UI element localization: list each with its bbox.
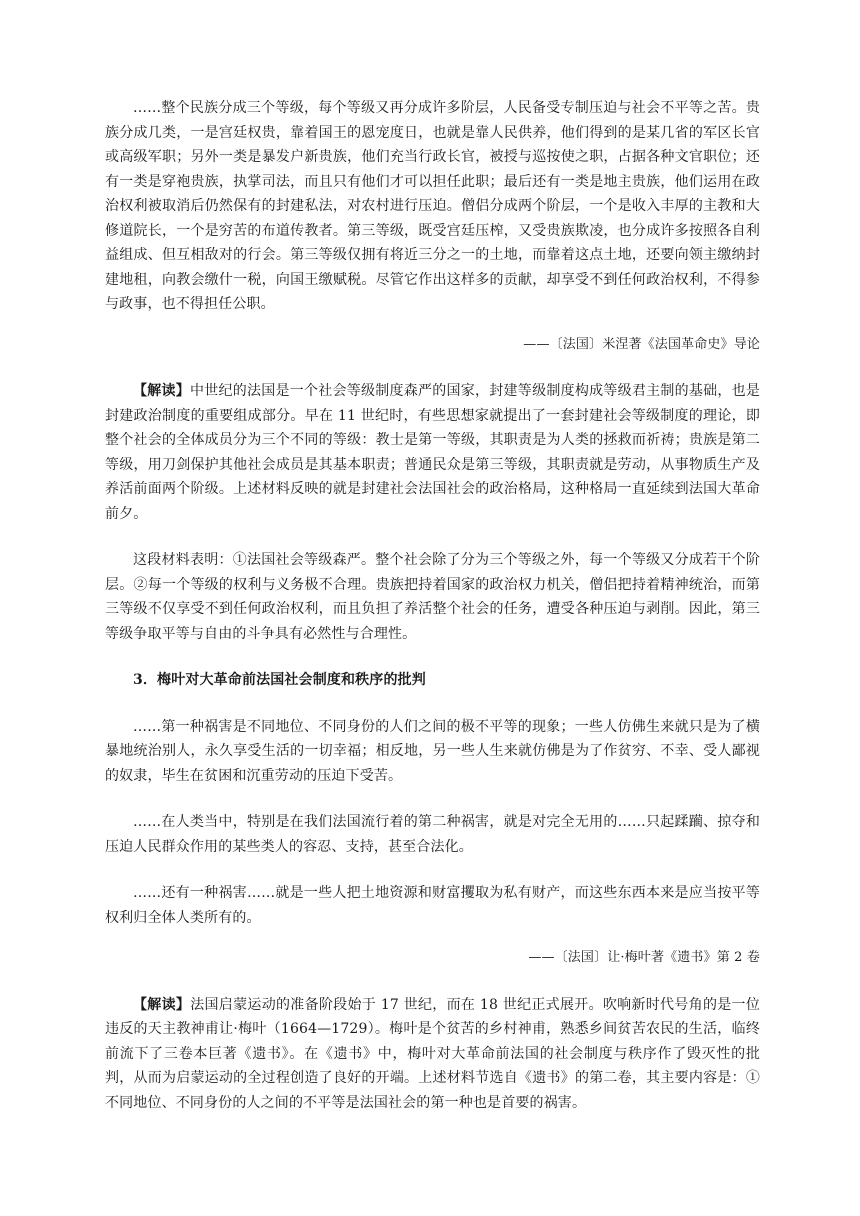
document-page bbox=[105, 96, 760, 1115]
section-heading: 3．梅叶对大革命前法国社会制度和秩序的批判 bbox=[133, 672, 426, 688]
interpretation-text: 中世纪的法国是一个社会等级制度森严的国家，封建等级制度构成等级君主制的基础，也是封建政治制度的重要组成部分。早在 11 世纪时，有些思想家就提出了一套封建社会等级制度的理论，即整个社会的全体成员分为三个不同的等级：教士是第一等级，其职责是为人类的拯救而祈祷；贵族是第二等级，用刀剑保护其他社会成员是其基本职责；普通民众是第三等级，其职责就是劳动，从事物质生产及养活前面两个阶级。上述材料反映的就是封建社会法国社会的政治格局，这种格局一直延续到法国大革命前夕。 bbox=[105, 383, 760, 522]
interpretation-paragraph bbox=[105, 993, 760, 1116]
excerpt-paragraph: ……第一种祸害是不同地位、不同身份的人们之间的极不平等的现象；一些人仿佛生来就只是为了横暴地统治别人，永久享受生活的一切幸福；相反地，另一些人生来就仿佛是为了作贫穷、不幸、受人鄙视的奴隶，毕生在贫困和沉重劳动的压迫下受苦。 bbox=[105, 718, 760, 784]
interpretation-label: 【解读】 bbox=[133, 996, 191, 1013]
excerpt-paragraph: ……整个民族分成三个等级，每个等级又再分成许多阶层，人民备受专制压迫与社会不平等之苦。贵族分成几类，一是宫廷权贵，靠着国王的恩宠度日，也就是靠人民供养，他们得到的是某几省的军区长官或高级军职；另外一类是暴发户新贵族，他们充当行政长官，被授与巡按使之职，占据各种文官职位；还有一类是穿袍贵族，执掌司法，而且只有他们才可以担任此职；最后还有一类是地主贵族，他们运用在政治权利被取消后仍然保有的封建私法，对农村进行压迫。僧侣分成两个阶层，一个是收入丰厚的主教和大修道院长，一个是穷苦的布道传教者。第三等级，既受宫廷压榨，又受贵族欺凌，也分成许多按照各自利益组成、但互相敌对的行会。第三等级仅拥有将近三分之一的土地，而靠着这点土地，还要向领主缴纳封建地租，向教会缴什一税，向国王缴赋税。尽管它作出这样多的贡献，却享受不到任何政治权利，不得参与政事，也不得担任公职。 bbox=[105, 100, 760, 312]
excerpt-attribution: ——〔法国〕米涅著《法国革命史》导论 bbox=[523, 336, 760, 352]
summary-paragraph: 这段材料表明：①法国社会等级森严。整个社会除了分为三个等级之外，每一个等级又分成若干个阶层。②每一个等级的权利与义务极不合理。贵族把持着国家的政治权力机关，僧侣把持着精神统治，而第三等级不仅享受不到任何政治权利，而且负担了养活整个社会的任务，遭受各种压迫与剥削。因此，第三等级争取平等与自由的斗争具有必然性与合理性。 bbox=[105, 552, 760, 642]
excerpt-paragraph: ……在人类当中，特别是在我们法国流行着的第二种祸害，就是对完全无用的……只起蹂躏、掠夺和压迫人民群众作用的某些类人的容忍、支持，甚至合法化。 bbox=[105, 814, 760, 855]
excerpt-paragraph: ……还有一种祸害……就是一些人把土地资源和财富攫取为私有财产，而这些东西本来是应当按平等权利归全体人类所有的。 bbox=[105, 885, 760, 926]
interpretation-label: 【解读】 bbox=[133, 383, 191, 399]
excerpt-attribution: ——〔法国〕让·梅叶著《遗书》第 2 卷 bbox=[528, 950, 760, 965]
interpretation-text: 法国启蒙运动的准备阶段始于 17 世纪，而在 18 世纪正式展开。吹响新时代号角的是一位违反的天主教神甫让·梅叶（1664—1729）。梅叶是个贫苦的乡村神甫，熟悉乡间贫苦农民的生活，临终前流下了三卷本巨著《遗书》。在《遗书》中，梅叶对大革命前法国的社会制度与秩序作了毁灭性的批判，从而为启蒙运动的全过程创造了良好的开端。上述材料节选自《遗书》的第二卷，其主要内容是：①不同地位、不同身份的人之间的不平等是法国社会的第一种也是首要的祸害。 bbox=[105, 996, 760, 1111]
interpretation-paragraph bbox=[105, 379, 760, 526]
